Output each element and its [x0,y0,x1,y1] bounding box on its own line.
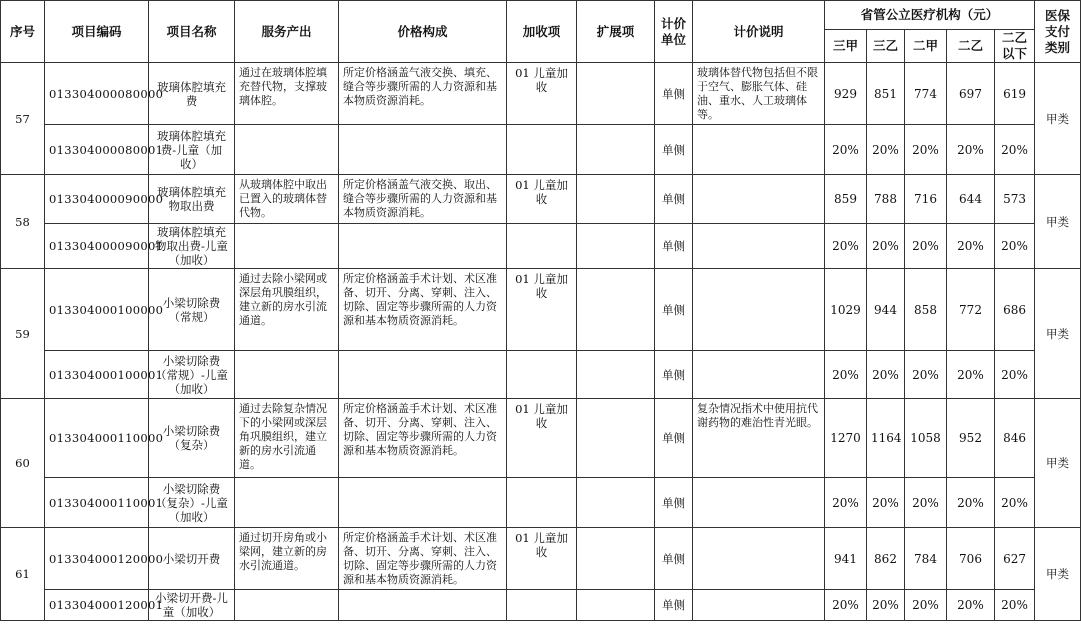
name-cell: 玻璃体腔填充费-儿童（加收） [149,125,235,175]
price-level-cell: 20% [905,590,947,621]
table-row [1,63,1081,125]
note-cell [693,175,825,224]
surcharge-cell [507,125,577,175]
price-cell [339,478,507,528]
surcharge-cell [507,351,577,399]
unit-cell: 单侧 [655,175,693,224]
price-cell [339,351,507,399]
surcharge-cell: 01 儿童加收 [507,528,577,590]
price-cell: 所定价格涵盖气液交换、填充、缝合等步骤所需的人力资源和基本物质资源消耗。 [339,63,507,125]
seq-cell: 61 [1,528,45,621]
note-cell [693,478,825,528]
price-level-cell: 644 [947,175,995,224]
price-level-cell: 1029 [825,269,867,351]
unit-cell: 单侧 [655,399,693,478]
price-level-cell: 573 [995,175,1035,224]
price-level-cell: 20% [867,351,905,399]
price-level-cell: 774 [905,63,947,125]
seq-cell: 59 [1,269,45,399]
price-level-cell: 706 [947,528,995,590]
surcharge-cell [507,478,577,528]
price-level-cell: 20% [947,224,995,269]
note-cell [693,528,825,590]
table-row [1,590,1081,621]
extension-cell [577,63,655,125]
price-level-cell: 859 [825,175,867,224]
price-level-cell: 20% [995,125,1035,175]
price-level-cell: 20% [867,125,905,175]
extension-cell [577,399,655,478]
price-level-cell: 20% [867,224,905,269]
price-level-cell: 20% [947,590,995,621]
header-name: 项目名称 [149,1,235,63]
price-level-cell: 20% [995,224,1035,269]
code-cell: 013304000100001 [45,351,149,399]
seq-cell: 58 [1,175,45,269]
code-cell: 013304000080000 [45,63,149,125]
unit-cell: 单侧 [655,351,693,399]
unit-cell: 单侧 [655,478,693,528]
price-level-cell: 20% [905,224,947,269]
price-level-cell: 20% [905,478,947,528]
service-cell: 通过切开房角或小梁网，建立新的房水引流通道。 [235,528,339,590]
extension-cell [577,125,655,175]
note-cell: 玻璃体替代物包括但不限于空气、膨胀气体、硅油、重水、人工玻璃体等。 [693,63,825,125]
price-level-cell: 20% [947,351,995,399]
header-hospital-group: 省管公立医疗机构（元） [825,1,1035,30]
table-row [1,269,1081,351]
name-cell: 玻璃体腔填充物取出费 [149,175,235,224]
price-cell [339,224,507,269]
table-row [1,125,1081,175]
price-level-cell: 20% [867,478,905,528]
header-unit: 计价单位 [655,1,693,63]
table-row [1,175,1081,224]
price-cell: 所定价格涵盖手术计划、术区准备、切开、分离、穿刺、注入、切除、固定等步骤所需的人力资源和基本物质资源消耗。 [339,528,507,590]
name-cell: 小梁切除费（复杂）-儿童（加收） [149,478,235,528]
price-level-cell: 772 [947,269,995,351]
header-note: 计价说明 [693,1,825,63]
header-level-3a: 三甲 [825,30,867,63]
name-cell: 玻璃体腔填充费 [149,63,235,125]
note-cell [693,224,825,269]
price-level-cell: 20% [825,478,867,528]
header-level-below-2b: 二乙以下 [995,30,1035,63]
service-cell: 从玻璃体腔中取出已置入的玻璃体替代物。 [235,175,339,224]
unit-cell: 单侧 [655,269,693,351]
service-cell: 通过在玻璃体腔填充替代物，支撑玻璃体腔。 [235,63,339,125]
code-cell: 013304000120001 [45,590,149,621]
price-cell: 所定价格涵盖气液交换、取出、缝合等步骤所需的人力资源和基本物质资源消耗。 [339,175,507,224]
header-code: 项目编码 [45,1,149,63]
table-row [1,224,1081,269]
price-level-cell: 20% [947,478,995,528]
price-level-cell: 716 [905,175,947,224]
price-level-cell: 20% [905,125,947,175]
price-level-cell: 20% [825,351,867,399]
unit-cell: 单侧 [655,224,693,269]
header-surcharge: 加收项 [507,1,577,63]
price-cell: 所定价格涵盖手术计划、术区准备、切开、分离、穿刺、注入、切除、固定等步骤所需的人力资源和基本物质资源消耗。 [339,269,507,351]
price-level-cell: 1164 [867,399,905,478]
price-level-cell: 20% [825,125,867,175]
surcharge-cell: 01 儿童加收 [507,175,577,224]
price-level-cell: 686 [995,269,1035,351]
surcharge-cell: 01 儿童加收 [507,269,577,351]
code-cell: 013304000120000 [45,528,149,590]
code-cell: 013304000090000 [45,175,149,224]
price-level-cell: 862 [867,528,905,590]
extension-cell [577,351,655,399]
unit-cell: 单侧 [655,528,693,590]
price-level-cell: 20% [995,590,1035,621]
service-cell [235,351,339,399]
surcharge-cell: 01 儿童加收 [507,63,577,125]
price-level-cell: 20% [825,224,867,269]
header-seq: 序号 [1,1,45,63]
price-level-cell: 851 [867,63,905,125]
header-level-2a: 二甲 [905,30,947,63]
header-level-3b: 三乙 [867,30,905,63]
price-level-cell: 952 [947,399,995,478]
unit-cell: 单侧 [655,63,693,125]
header-insurance: 医保支付类别 [1035,1,1081,63]
code-cell: 013304000090001 [45,224,149,269]
price-cell [339,590,507,621]
surcharge-cell [507,224,577,269]
surcharge-cell: 01 儿童加收 [507,399,577,478]
insurance-cell: 甲类 [1035,175,1081,269]
price-cell [339,125,507,175]
price-level-cell: 1058 [905,399,947,478]
header-price: 价格构成 [339,1,507,63]
price-level-cell: 619 [995,63,1035,125]
service-cell: 通过去除复杂情况下的小梁网或深层角巩膜组织，建立新的房水引流通道。 [235,399,339,478]
code-cell: 013304000080001 [45,125,149,175]
price-level-cell: 20% [995,351,1035,399]
price-level-cell: 941 [825,528,867,590]
service-cell [235,590,339,621]
service-cell [235,125,339,175]
price-level-cell: 858 [905,269,947,351]
service-cell: 通过去除小梁网或深层角巩膜组织，建立新的房水引流通道。 [235,269,339,351]
price-level-cell: 697 [947,63,995,125]
service-cell [235,478,339,528]
unit-cell: 单侧 [655,125,693,175]
service-cell [235,224,339,269]
insurance-cell: 甲类 [1035,269,1081,399]
extension-cell [577,478,655,528]
code-cell: 013304000110000 [45,399,149,478]
name-cell: 小梁切除费（常规）-儿童（加收） [149,351,235,399]
header-service: 服务产出 [235,1,339,63]
price-level-cell: 1270 [825,399,867,478]
price-level-cell: 20% [905,351,947,399]
insurance-cell: 甲类 [1035,63,1081,175]
extension-cell [577,528,655,590]
seq-cell: 57 [1,63,45,175]
code-cell: 013304000100000 [45,269,149,351]
note-cell [693,125,825,175]
seq-cell: 60 [1,399,45,528]
price-level-cell: 929 [825,63,867,125]
name-cell: 小梁切开费 [149,528,235,590]
price-level-cell: 944 [867,269,905,351]
price-level-cell: 20% [947,125,995,175]
table-row [1,399,1081,478]
extension-cell [577,590,655,621]
insurance-cell: 甲类 [1035,399,1081,528]
price-level-cell: 846 [995,399,1035,478]
price-level-cell: 20% [825,590,867,621]
extension-cell [577,175,655,224]
name-cell: 玻璃体腔填充物取出费-儿童（加收） [149,224,235,269]
price-level-cell: 20% [995,478,1035,528]
price-level-cell: 627 [995,528,1035,590]
name-cell: 小梁切除费（复杂） [149,399,235,478]
table-row [1,351,1081,399]
surcharge-cell [507,590,577,621]
extension-cell [577,269,655,351]
extension-cell [577,224,655,269]
note-cell [693,590,825,621]
note-cell: 复杂情况指术中使用抗代谢药物的难治性青光眼。 [693,399,825,478]
price-cell: 所定价格涵盖手术计划、术区准备、切开、分离、穿刺、注入、切除、固定等步骤所需的人力资源和基本物质资源消耗。 [339,399,507,478]
table-row [1,478,1081,528]
price-level-cell: 788 [867,175,905,224]
note-cell [693,351,825,399]
header-extension: 扩展项 [577,1,655,63]
insurance-cell: 甲类 [1035,528,1081,621]
unit-cell: 单侧 [655,590,693,621]
header-level-2b: 二乙 [947,30,995,63]
table-row [1,528,1081,590]
code-cell: 013304000110001 [45,478,149,528]
name-cell: 小梁切开费-儿童（加收） [149,590,235,621]
name-cell: 小梁切除费（常规） [149,269,235,351]
price-level-cell: 20% [867,590,905,621]
price-level-cell: 784 [905,528,947,590]
note-cell [693,269,825,351]
